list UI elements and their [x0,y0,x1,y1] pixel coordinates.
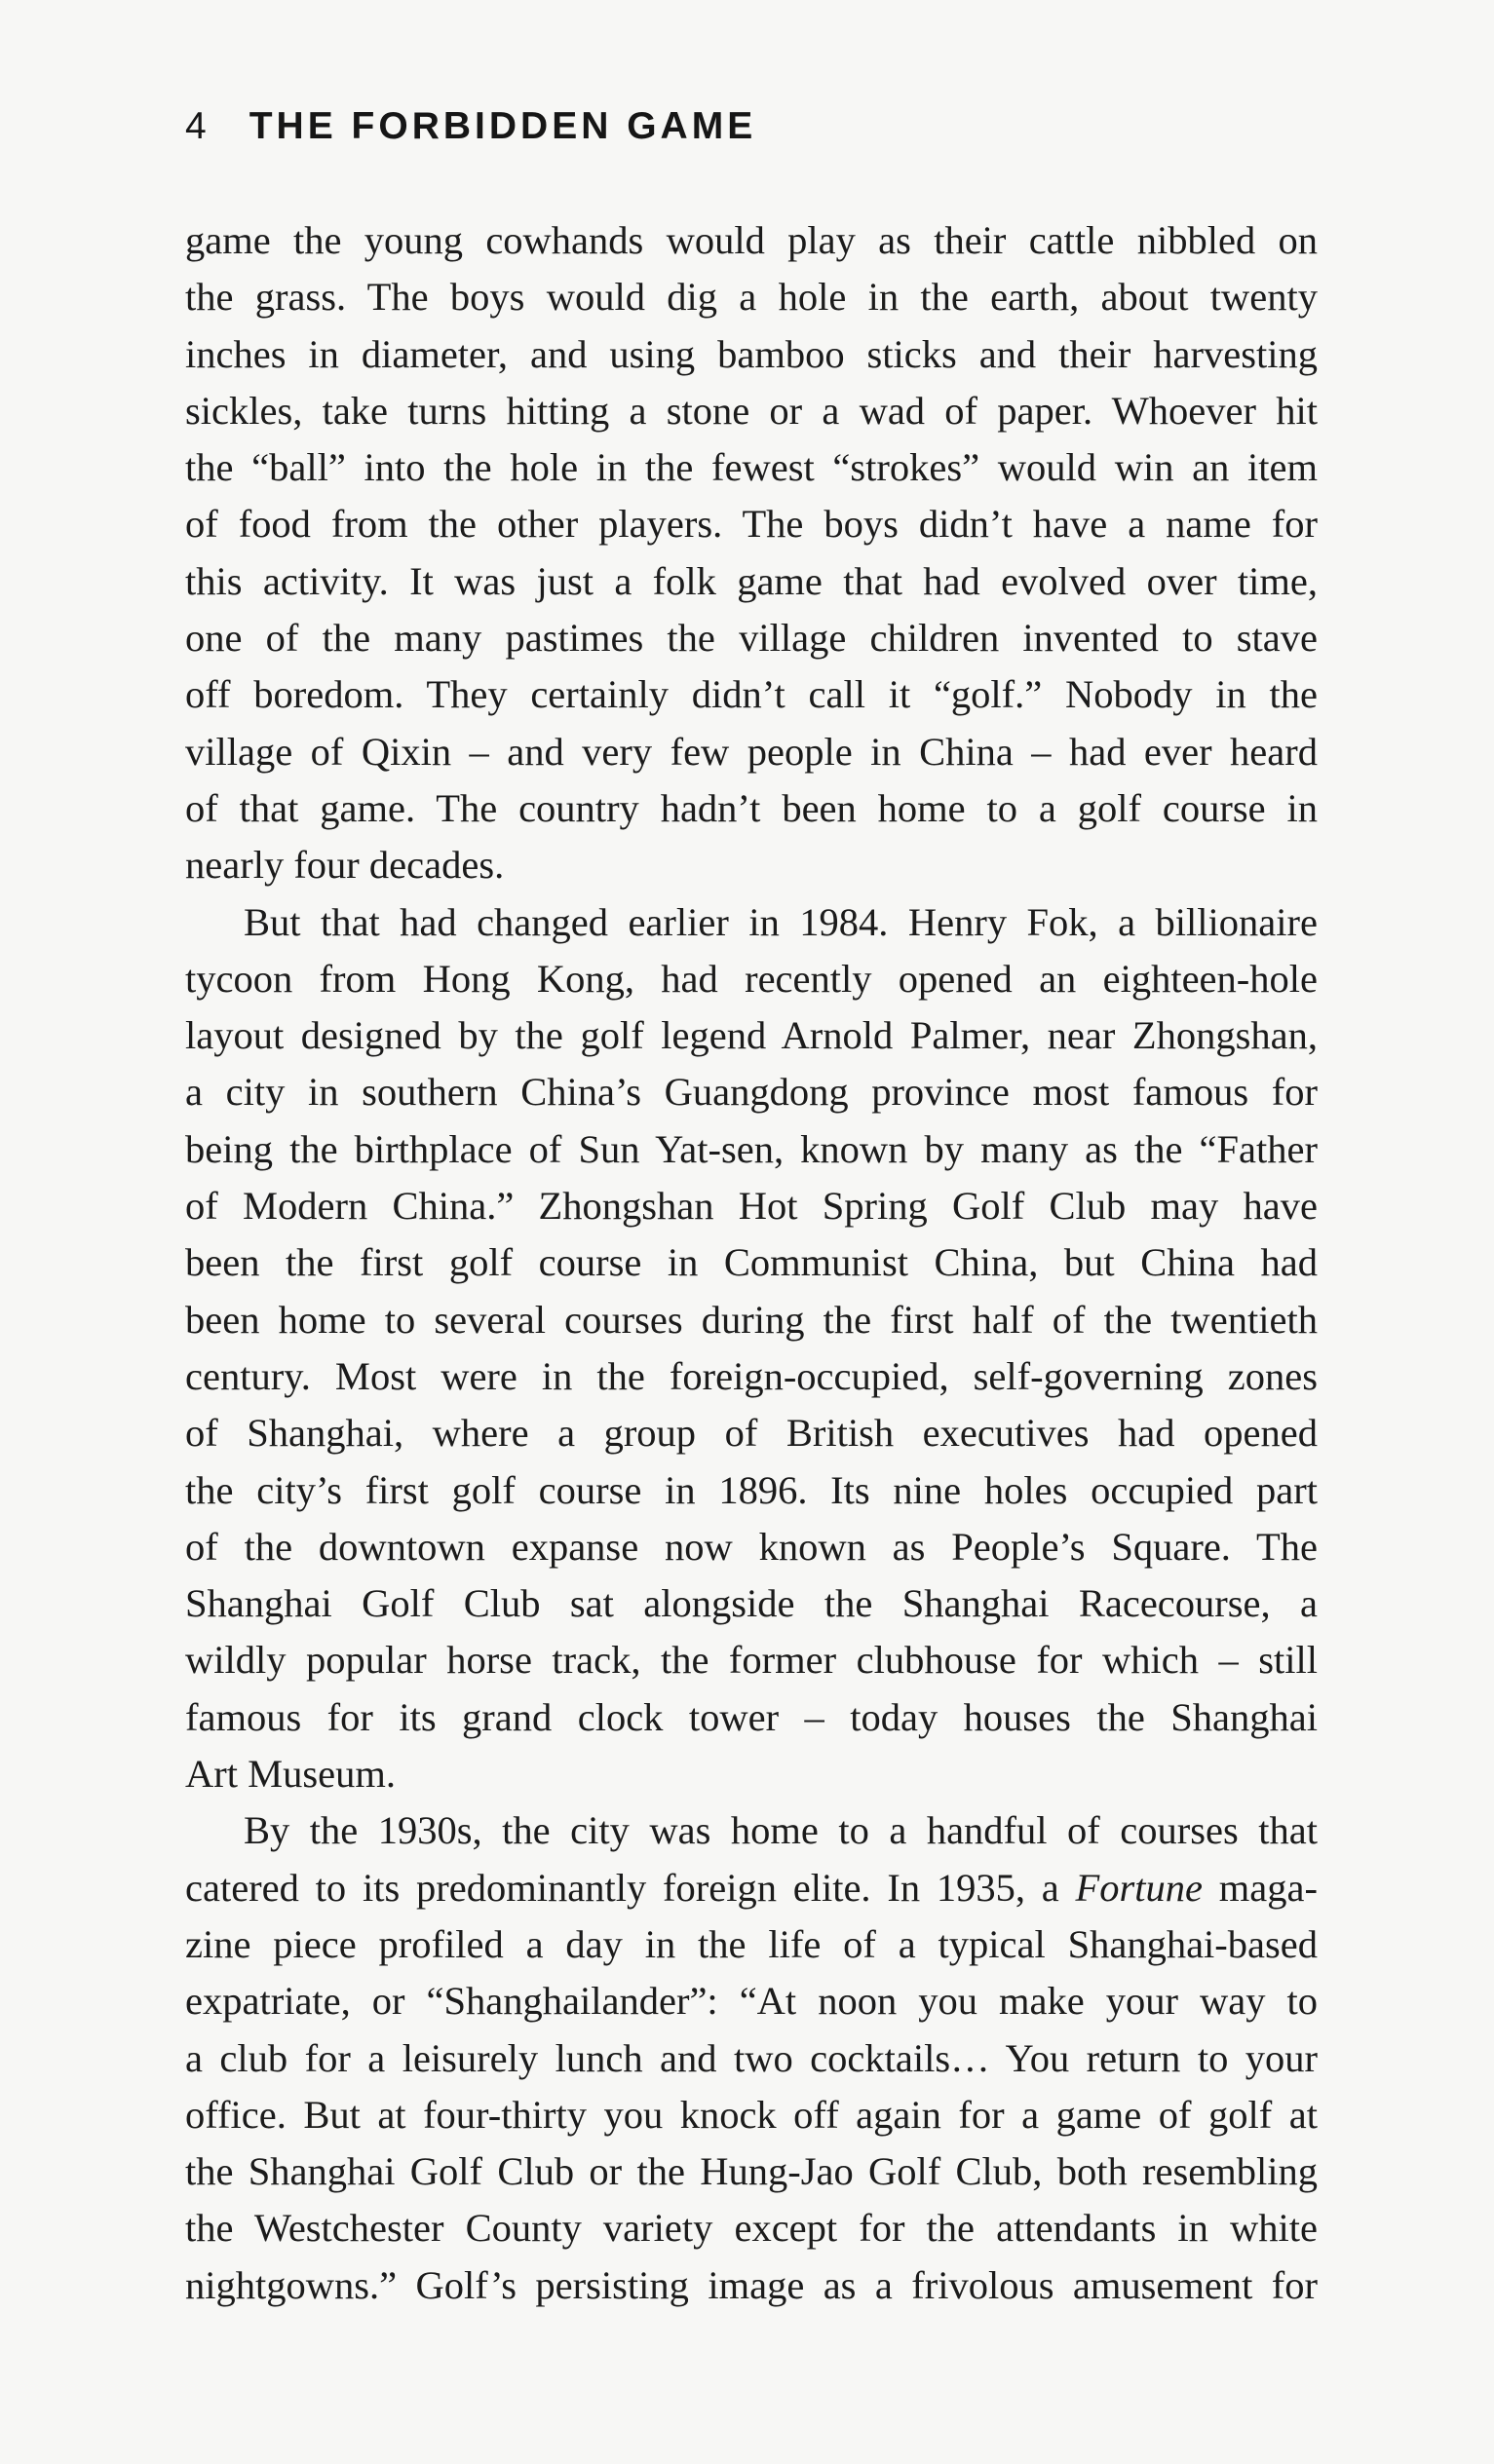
text-line: this activity. It was just a folk game that had evolved over time, [185,558,1318,603]
running-title: THE FORBIDDEN GAME [249,105,757,147]
text-line: By the 1930s, the city was home to a handful of courses that [244,1808,1318,1853]
running-head [185,105,756,148]
body-text [185,212,1318,2314]
paragraph [185,894,1318,1803]
text-line: nearly four decades. [185,843,505,888]
text-line: inches in diameter, and using bamboo sticks and their harvesting [185,331,1318,376]
text-line: village of Qixin – and very few people in China – had ever heard [185,729,1318,774]
page-number: 4 [185,105,211,147]
text-line: zine piece profiled a day in the life of a typical Shanghai-based [185,1921,1318,1966]
text-line: But that had changed earlier in 1984. Henry Fok, a billionaire [244,899,1318,944]
text-line: of the downtown expanse now known as People’s Square. The [185,1524,1318,1569]
text-line: nightgowns.” Golf’s persisting image as a frivolous amusement for [185,2262,1318,2307]
text-line: Shanghai Golf Club sat alongside the Shanghai Racecourse, a [185,1581,1318,1626]
italic-title: Fortune [1075,1865,1204,1910]
paragraph [185,212,1318,894]
text-line: of Modern China.” Zhongshan Hot Spring Golf Club may have [185,1184,1318,1229]
text-line: the “ball” into the hole in the fewest “strokes” would win an item [185,445,1318,490]
text-line: been the first golf course in Communist China, but China had [185,1240,1318,1285]
text-line: the Westchester County variety except for the attendants in white [185,2206,1318,2251]
text-line: expatriate, or “Shanghailander”: “At noon you make your way to [185,1979,1318,2024]
text-line: the Shanghai Golf Club or the Hung-Jao Golf Club, both resembling [185,2149,1318,2194]
text-line: off boredom. They certainly didn’t call it “golf.” Nobody in the [185,672,1318,717]
text-line: century. Most were in the foreign-occupied, self-governing zones [185,1353,1318,1398]
text-line: office. But at four-thirty you knock off again for a game of golf at [185,2092,1318,2137]
text-line: a club for a leisurely lunch and two cocktails… You return to your [185,2035,1318,2080]
text-line: being the birthplace of Sun Yat-sen, known by many as the “Father [185,1126,1318,1171]
text-line: catered to its predominantly foreign elite. In 1935, a Fortune maga- [185,1865,1318,1910]
text-line: the city’s first golf course in 1896. Its nine holes occupied part [185,1467,1318,1512]
text-line: the grass. The boys would dig a hole in the earth, about twenty [185,275,1318,320]
text-line: a city in southern China’s Guangdong province most famous for [185,1070,1318,1115]
text-line: been home to several courses during the first half of the twentieth [185,1297,1318,1342]
text-line: of food from the other players. The boys didn’t have a name for [185,502,1318,547]
text-line: famous for its grand clock tower – today houses the Shanghai [185,1694,1318,1739]
text-line: one of the many pastimes the village children invented to stave [185,616,1318,661]
text-line: tycoon from Hong Kong, had recently opened an eighteen-hole [185,956,1318,1001]
text-line: of Shanghai, where a group of British executives had opened [185,1411,1318,1456]
text-line: wildly popular horse track, the former clubhouse for which – still [185,1638,1318,1683]
text-line: game the young cowhands would play as their cattle nibbled on [185,218,1318,262]
text-line: of that game. The country hadn’t been home to a golf course in [185,785,1318,830]
text-line: Art Museum. [185,1752,396,1797]
paragraph [185,1802,1318,2314]
text-line: sickles, take turns hitting a stone or a wad of paper. Whoever hit [185,388,1318,433]
text-line: layout designed by the golf legend Arnold Palmer, near Zhongshan, [185,1013,1318,1058]
